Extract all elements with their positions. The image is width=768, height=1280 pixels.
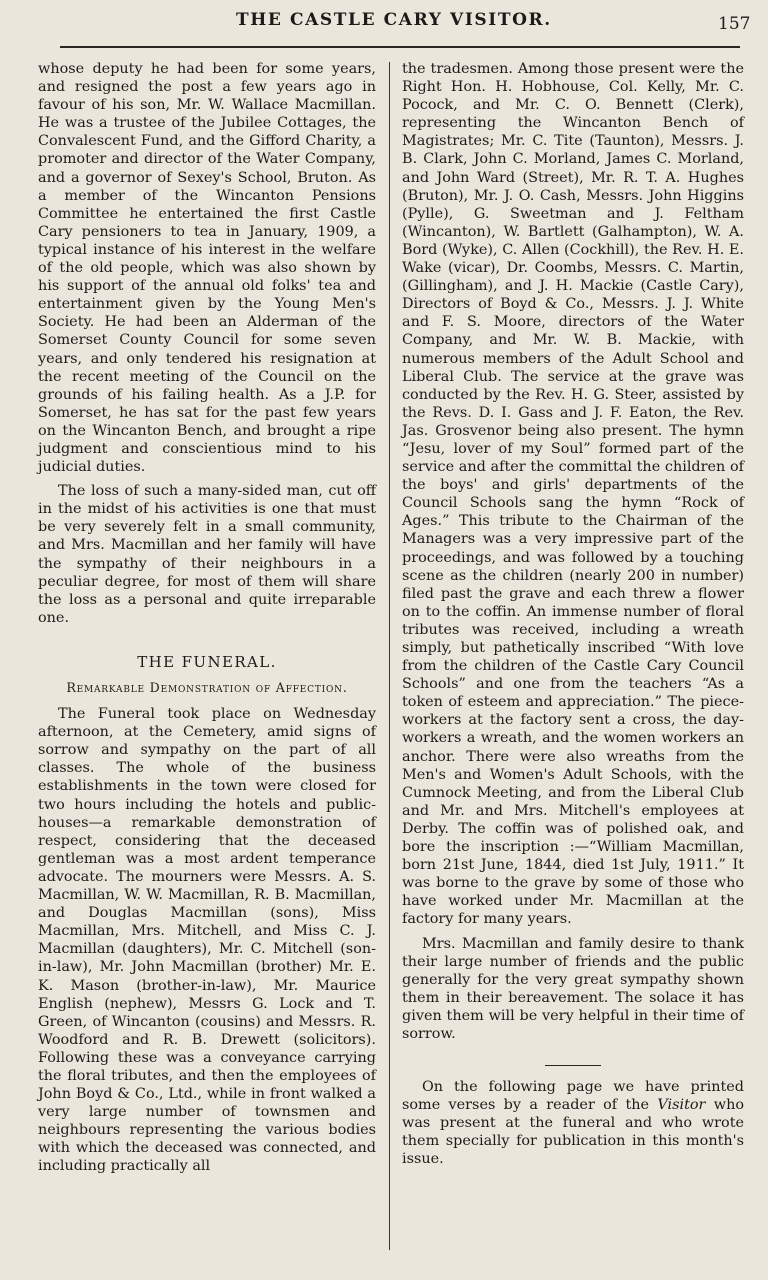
- funeral-heading: THE FUNERAL.: [137, 652, 277, 671]
- funeral-paragraph: The Funeral took place on Wednesday afternoon, at the Cemetery, amid signs of sorrow and sympathy on the part of all classes. The whole of the business establishments in the town were closed for two hours including the hotels and public-houses—a remarkable demonstration of respect, considering that the deceased gentleman was a most ardent temperance advocate. The mourners were Messrs. A. S. Macmillan, W. W. Macmillan, R. B. Macmillan, and Douglas Macmillan (sons), Miss Macmillan, Mrs. Mitchell, and Miss C. J. Macmillan (daughters), Mr. C. Mitchell (son-in-law), Mr. John Macmillan (brother) Mr. E. K. Mason (brother-in-law), Mr. Maurice English (nephew), Messrs G. Lock and T. Green, of Wincanton (cousins) and Messrs. R. Woodford and R. B. Drewett (solicitors). Following these was a conveyance carrying the floral tributes, and then the employees of John Boyd & Co., Ltd., while in front walked a very large number of townsmen and neighbours representing the various bodies with which the deceased was connected, and including practically all: [38, 706, 376, 1175]
- column-divider: [389, 62, 390, 1250]
- obituary-paragraph-continued: whose deputy he had been for some years, and resigned the post a few years ago in favour of his son, Mr. W. Wallace Macmillan. He was a trustee of the Jubilee Cottages, the Convalescent Fund, and the Gifford Charity, a promoter and director of the Water Company, and a governor of Sexey's School, Bruton. As a member of the Wincanton Pensions Committee he entertained the first Castle Cary pensioners to tea in January, 1909, a typical instance of his interest in the welfare of the old people, which was also shown by his support of the annual old folks' tea and entertainment given by the Young Men's Society. He had been an Alderman of the Somerset County Council for some seven years, and only tendered his resignation at the recent meeting of the Council on the grounds of his failing health. As a J.P. for Somerset, he has sat for the past few years on the Wincanton Bench, and brought a ripe judgment and conscientious mind to his judicial duties.: [38, 61, 376, 476]
- verses-note-text-start: On the following page we have printed some verses by a reader of the: [402, 1079, 744, 1114]
- right-column: [402, 60, 744, 1169]
- page-header: [0, 8, 768, 34]
- header-rule: [60, 46, 740, 48]
- masthead-title: THE CASTLE CARY VISITOR.: [236, 10, 552, 30]
- section-separator: [545, 1065, 601, 1066]
- verses-note-text-end: who was present at the funeral and who wrote them specially for publication in this month's issue.: [402, 1097, 744, 1168]
- loss-paragraph: The loss of such a many-sided man, cut off in the midst of his activities is one that must be very severely felt in a small community, and Mrs. Macmillan and her family will have the sympathy of their neighbours in a peculiar degree, for most of them will share the loss as a personal and quite irreparable one.: [38, 483, 376, 626]
- page-number: 157: [718, 14, 751, 34]
- verses-note: [402, 1078, 744, 1168]
- funeral-paragraph-continued: the tradesmen. Among those present were the Right Hon. H. Hobhouse, Col. Kelly, Mr. C. Pocock, and Mr. C. O. Bennett (Clerk), representing the Wincanton Bench of Magistrates; Mr. C. Tite (Taunton), Messrs. J. B. Clark, John C. Morland, James C. Morland, and John Ward (Street), Mr. R. T. A. Hughes (Bruton), Mr. J. O. Cash, Messrs. John Higgins (Pylle), G. Sweetman and J. Feltham (Wincanton), W. Bartlett (Galhampton), W. A. Bord (Wyke), C. Allen (Cockhill), the Rev. H. E. Wake (vicar), Dr. Coombs, Messrs. C. Martin, (Gillingham), and J. H. Mackie (Castle Cary), Directors of Boyd & Co., Messrs. J. J. White and F. S. Moore, directors of the Water Company, and Mr. W. B. Mackie, with numerous members of the Adult School and Liberal Club. The service at the grave was conducted by the Rev. H. G. Steer, assisted by the Revs. D. I. Gass and J. F. Eaton, the Rev. Jas. Grosvenor being also present. The hymn “Jesu, lover of my Soul” formed part of the service and after the committal the children of the boys' and girls' departments of the Council Schools sang the hymn “Rock of Ages.” This tribute to the Chairman of the Managers was a very impressive part of the proceedings, and was followed by a touching scene as the children (nearly 200 in number) filed past the grave and each threw a flower on to the coffin. An immense number of floral tributes was received, including a wreath simply, but pathetically inscribed “With love from the children of the Castle Cary Council Schools” and one from the teachers “As a token of esteem and appreciation.” The piece-workers at the factory sent a cross, the day-workers a wreath, and the women workers an anchor. There were also wreaths from the Men's and Women's Adult Schools, with the Cumnock Meeting, and from the Liberal Club and Mr. and Mrs. Mitchell's employees at Derby. The coffin was of polished oak, and bore the inscription :—“William Macmillan, born 21st June, 1844, died 1st July, 1911.” It was borne to the grave by some of those who have worked under Mr. Macmillan at the factory for many years.: [402, 61, 744, 928]
- visitor-title: Visitor: [657, 1097, 706, 1114]
- funeral-subheading: Remarkable Demonstration of Affection.: [66, 680, 348, 695]
- thanks-paragraph: Mrs. Macmillan and family desire to thank their large number of friends and the public generally for the very great sympathy shown them in their bereavement. The solace it has given them will be very helpful in their time of sorrow.: [402, 935, 744, 1042]
- left-column: [38, 60, 376, 1176]
